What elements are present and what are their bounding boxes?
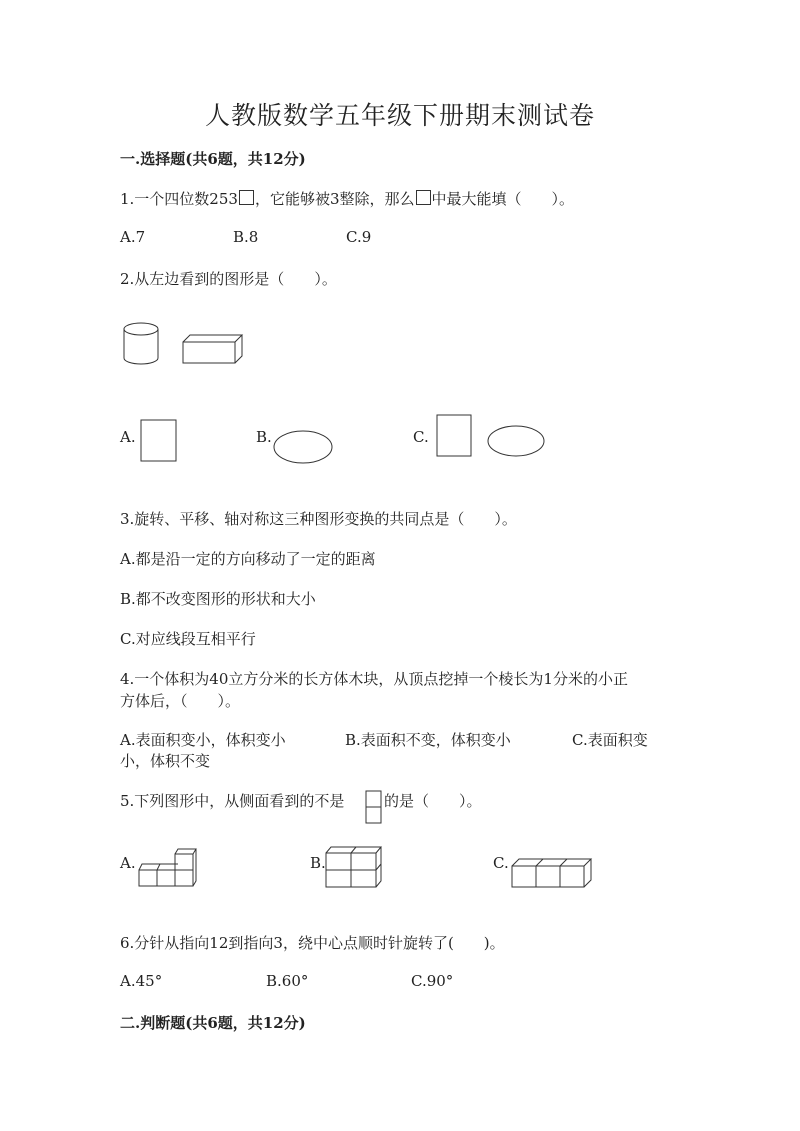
option-b-cubes-icon (325, 846, 383, 890)
stacked-squares-icon (365, 790, 383, 826)
option-a-rectangle-icon (140, 419, 178, 463)
question-6-option-a[interactable]: A.45° (120, 972, 163, 990)
question-3-stem: 3.旋转、平移、轴对称这三种图形变换的共同点是（ ）。 (120, 510, 517, 528)
question-4-option-a[interactable]: A.表面积变小，体积变小 (120, 731, 286, 749)
question-5-option-a[interactable]: A. (120, 854, 136, 872)
question-5-option-b[interactable]: B. (310, 854, 326, 872)
question-5-stem-pre: 5.下列图形中，从侧面看到的不是 (120, 792, 345, 810)
question-4-option-c[interactable]: C.表面积变 (572, 731, 648, 749)
question-5-option-c[interactable]: C. (493, 854, 509, 872)
question-3-option-b[interactable]: B.都不改变图形的形状和大小 (120, 590, 316, 608)
cuboid-icon (183, 335, 242, 363)
question-4-stem-line2: 方体后，（ ）。 (120, 692, 241, 710)
question-2-option-a[interactable]: A. (120, 428, 136, 446)
blank-box-icon (239, 190, 254, 205)
question-1-stem-pre: 1.一个四位数253 (120, 190, 238, 208)
question-6-option-c[interactable]: C.90° (411, 972, 454, 990)
question-5-stem-post: 的是（ ）。 (384, 792, 482, 810)
section-heading-choice: 一.选择题(共6题，共12分) (120, 150, 306, 168)
cylinder-icon (124, 323, 158, 364)
question-4-stem-line1: 4.一个体积为40立方分米的长方体木块，从顶点挖掉一个棱长为1分米的小正 (120, 670, 628, 688)
question-1-option-c[interactable]: C.9 (346, 228, 372, 246)
option-c-cubes-icon (511, 858, 595, 890)
question-1-stem-mid: ，它能够被3整除，那么 (254, 190, 415, 208)
question-1-option-a[interactable]: A.7 (120, 228, 146, 246)
question-1-stem-post: 中最大能填（ ）。 (431, 190, 575, 208)
question-2-stem: 2.从左边看到的图形是（ ）。 (120, 270, 337, 288)
question-4-option-c-cont: 小，体积不变 (120, 752, 211, 770)
question-3-option-a[interactable]: A.都是沿一定的方向移动了一定的距离 (120, 550, 376, 568)
question-1-option-b[interactable]: B.8 (233, 228, 259, 246)
question-6-stem: 6.分针从指向12到指向3，绕中心点顺时针旋转了( )。 (120, 934, 505, 952)
option-a-cubes-icon (138, 848, 198, 890)
option-b-ellipse-icon (273, 430, 335, 466)
question-3-option-c[interactable]: C.对应线段互相平行 (120, 630, 256, 648)
blank-box-icon (416, 190, 431, 205)
question-1-stem (120, 188, 574, 209)
option-c-rectangle-ellipse-icon (436, 414, 546, 460)
page-title: 人教版数学五年级下册期末测试卷 (204, 101, 595, 130)
question-4-option-b[interactable]: B.表面积不变，体积变小 (345, 731, 511, 749)
question-2-option-b[interactable]: B. (256, 428, 272, 446)
section-heading-judgment: 二.判断题(共6题，共12分) (120, 1014, 306, 1032)
question-2-option-c[interactable]: C. (413, 428, 429, 446)
question-6-option-b[interactable]: B.60° (266, 972, 309, 990)
question-2-figure (120, 320, 250, 370)
